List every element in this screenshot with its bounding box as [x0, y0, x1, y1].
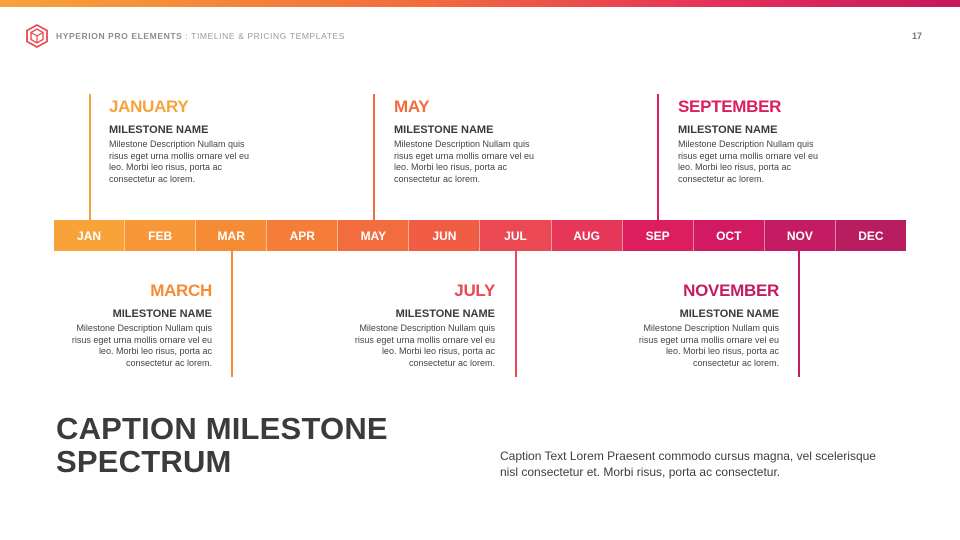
- month-label: MAR: [217, 228, 245, 243]
- top-gradient-bar: [0, 0, 960, 7]
- page-number: 17: [911, 31, 922, 41]
- month-timeline-bar: [54, 220, 906, 251]
- milestone-name: MILESTONE NAME: [112, 308, 212, 320]
- connector-line-may: [373, 94, 375, 220]
- milestone-september: [678, 97, 828, 185]
- milestone-description: Milestone Description Nullam quis risus eget urna mollis ornare vel eu leo. Morbi leo risus, porta ac consectetur ac lorem.: [354, 323, 495, 368]
- milestone-title: MARCH: [150, 281, 212, 300]
- month-jun: [409, 220, 480, 251]
- month-label: JAN: [77, 228, 102, 243]
- month-label: DEC: [858, 228, 884, 243]
- month-dec: [836, 220, 906, 251]
- month-oct: [694, 220, 765, 251]
- month-label: AUG: [573, 228, 600, 243]
- month-aug: [552, 220, 623, 251]
- milestone-title: JULY: [454, 281, 495, 300]
- milestone-description: Milestone Description Nullam quis risus eget urna mollis ornare vel eu leo. Morbi leo risus, porta ac consectetur ac lorem.: [394, 139, 535, 184]
- brand-subtitle: : TIMELINE & PRICING TEMPLATES: [182, 31, 346, 41]
- connector-line-september: [657, 94, 659, 220]
- slide-header: [26, 24, 936, 48]
- month-label: NOV: [786, 228, 813, 243]
- milestone-november: [629, 281, 779, 369]
- connector-line-july: [515, 251, 517, 377]
- milestone-description: Milestone Description Nullam quis risus eget urna mollis ornare vel eu leo. Morbi leo risus, porta ac consectetur ac lorem.: [109, 139, 250, 184]
- month-label: FEB: [148, 228, 173, 243]
- connector-line-january: [89, 94, 91, 220]
- month-label: JUN: [432, 228, 457, 243]
- month-nov: [765, 220, 836, 251]
- milestone-description: Milestone Description Nullam quis risus eget urna mollis ornare vel eu leo. Morbi leo risus, porta ac consectetur ac lorem.: [638, 323, 779, 368]
- milestone-name: MILESTONE NAME: [395, 308, 495, 320]
- milestone-july: [345, 281, 495, 369]
- brand-title: [56, 31, 345, 41]
- milestone-name: MILESTONE NAME: [109, 124, 209, 136]
- month-sep: [623, 220, 694, 251]
- milestone-title: JANUARY: [109, 97, 189, 116]
- month-may: [338, 220, 409, 251]
- milestone-title: MAY: [394, 97, 430, 116]
- month-label: OCT: [716, 228, 742, 243]
- milestone-name: MILESTONE NAME: [678, 124, 778, 136]
- milestone-title: SEPTEMBER: [678, 97, 782, 116]
- milestone-description: Milestone Description Nullam quis risus eget urna mollis ornare vel eu leo. Morbi leo risus, porta ac consectetur ac lorem.: [678, 139, 819, 184]
- month-jan: [54, 220, 125, 251]
- milestone-january: [109, 97, 259, 185]
- brand-name: HYPERION PRO ELEMENTS: [56, 31, 183, 41]
- milestone-may: [394, 97, 544, 185]
- milestone-name: MILESTONE NAME: [394, 124, 494, 136]
- month-mar: [196, 220, 267, 251]
- month-jul: [480, 220, 551, 251]
- connector-line-november: [798, 251, 800, 377]
- month-feb: [125, 220, 196, 251]
- month-apr: [267, 220, 338, 251]
- month-label: JUL: [504, 228, 527, 243]
- connector-line-march: [231, 251, 233, 377]
- caption-title: CAPTION MILESTONE SPECTRUM: [56, 411, 388, 479]
- month-label: MAY: [360, 228, 387, 243]
- milestone-description: Milestone Description Nullam quis risus eget urna mollis ornare vel eu leo. Morbi leo risus, porta ac consectetur ac lorem.: [71, 323, 212, 368]
- caption-text: Caption Text Lorem Praesent commodo cursus magna, vel scelerisque nisl consectetur et. Morbi risus, porta ac consectetur.: [500, 449, 876, 479]
- milestone-march: [62, 281, 212, 369]
- month-label: SEP: [645, 228, 670, 243]
- milestone-name: MILESTONE NAME: [679, 308, 779, 320]
- month-label: APR: [289, 228, 315, 243]
- milestone-title: NOVEMBER: [683, 281, 779, 300]
- hexagon-cube-logo-icon: [26, 24, 48, 48]
